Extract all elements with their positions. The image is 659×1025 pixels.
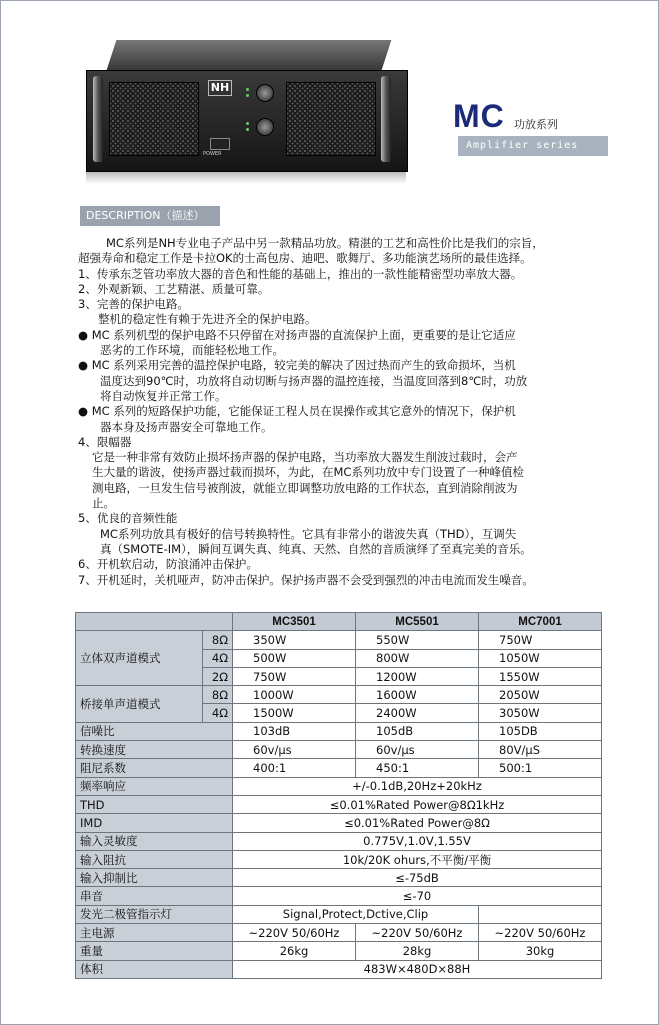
description-line: 6、开机软启动，防浪涌冲击保护。	[78, 557, 258, 572]
model-header: MC7001	[479, 613, 602, 631]
description-line: 器本身及扬声器安全可靠地工作。	[100, 419, 273, 434]
spec-cell: 105DB	[479, 722, 602, 740]
spec-table	[75, 612, 602, 979]
spec-label: 主电源	[76, 924, 233, 942]
description-line: ● MC 系列采用完善的温控保护电路，较完美的解决了因过热而产生的致命损坏，当机	[78, 358, 516, 373]
spec-cell: 350W	[233, 631, 356, 649]
description-line: 生大量的谐波，使扬声器过载而损坏，为此，在MC系列功放中专门设置了一种峰值检	[92, 465, 524, 480]
spec-cell: 550W	[356, 631, 479, 649]
right-vent-grille	[286, 82, 376, 156]
spec-cell: 1600W	[356, 686, 479, 704]
led-indicator	[246, 88, 249, 91]
spec-label: 转换速度	[76, 741, 233, 759]
impedance-label: 4Ω	[203, 649, 233, 667]
description-line: 3、完善的保护电路。	[78, 297, 189, 312]
description-line: ● MC 系列机型的保护电路不只停留在对扬声器的直流保护上面，更重要的是让它适应	[78, 327, 516, 342]
spec-cell: ≤0.01%Rated Power@8Ω	[233, 814, 602, 832]
spec-cell: 103dB	[233, 722, 356, 740]
impedance-label: 8Ω	[203, 631, 233, 649]
spec-cell: 2400W	[356, 704, 479, 722]
spec-label: 体积	[76, 960, 233, 978]
description-body	[78, 236, 618, 588]
spec-row	[76, 741, 602, 759]
spec-cell: 500W	[233, 649, 356, 667]
series-name-en: Amplifier series	[458, 136, 608, 156]
spec-cell: 105dB	[356, 722, 479, 740]
power-label: POWER	[203, 151, 222, 157]
led-indicator	[246, 128, 249, 131]
spec-header-row	[76, 613, 602, 631]
spec-cell: 1200W	[356, 667, 479, 685]
spec-cell: ~220V 50/60Hz	[233, 924, 356, 942]
spec-cell: 1050W	[479, 649, 602, 667]
description-line: 温度达到90℃时，功放将自动切断与扬声器的温控连接，当温度回落到8℃时，功放	[100, 373, 528, 388]
spec-label: 输入抑制比	[76, 869, 233, 887]
spec-cell: ≤-70	[233, 887, 602, 905]
stereo-mode-label: 立体双声道模式	[76, 631, 203, 686]
description-line: 4、限幅器	[78, 434, 132, 449]
spec-row	[76, 814, 602, 832]
spec-cell: 500:1	[479, 759, 602, 777]
spec-cell: 10k/20K ohurs,不平衡/平衡	[233, 850, 602, 868]
spec-cell: +/-0.1dB,20Hz+20kHz	[233, 777, 602, 795]
spec-label: IMD	[76, 814, 233, 832]
spec-row	[76, 631, 602, 649]
description-line: 恶劣的工作环境，而能轻松地工作。	[100, 343, 284, 358]
spec-cell: 60v/μs	[356, 741, 479, 759]
description-line: 测电路，一旦发生信号被削波，就能立即调整功放电路的工作状态，直到消除削波为	[92, 480, 518, 495]
spec-cell: 1550W	[479, 667, 602, 685]
model-header: MC3501	[233, 613, 356, 631]
spec-row	[76, 942, 602, 960]
spec-cell: ≤0.01%Rated Power@8Ω1kHz	[233, 795, 602, 813]
description-line: 1、传承东芝管功率放大器的音色和性能的基础上，推出的一款性能精密型功率放大器。	[78, 266, 523, 281]
spec-cell: 483W×480D×88H	[233, 960, 602, 978]
spec-cell: 2050W	[479, 686, 602, 704]
spec-row	[76, 759, 602, 777]
spec-cell: ~220V 50/60Hz	[356, 924, 479, 942]
spec-label: 输入灵敏度	[76, 832, 233, 850]
spec-cell: ≤-75dB	[233, 869, 602, 887]
description-heading: DESCRIPTION（描述）	[80, 206, 220, 226]
spec-row	[76, 960, 602, 978]
spec-label: 发光二极管指示灯	[76, 905, 233, 923]
led-indicator	[246, 94, 249, 97]
spec-row	[76, 686, 602, 704]
spec-cell: 0.775V,1.0V,1.55V	[233, 832, 602, 850]
spec-cell: 1000W	[233, 686, 356, 704]
description-line: 7、开机延时，关机哑声，防冲击保护。保护扬声器不会受到强烈的冲击电流而发生噪音。	[78, 572, 534, 587]
spec-cell: 400:1	[233, 759, 356, 777]
spec-label: 频率响应	[76, 777, 233, 795]
spec-cell: 1500W	[233, 704, 356, 722]
spec-cell: 30kg	[479, 942, 602, 960]
right-handle	[381, 76, 391, 162]
impedance-label: 8Ω	[203, 686, 233, 704]
series-code: MC	[453, 98, 505, 134]
spec-row	[76, 924, 602, 942]
spec-row	[76, 795, 602, 813]
volume-knob-b	[256, 118, 274, 136]
spec-row	[76, 722, 602, 740]
description-line: 止。	[92, 496, 115, 511]
spec-row	[76, 869, 602, 887]
spec-label: 串音	[76, 887, 233, 905]
description-line: 将自动恢复并正常工作。	[100, 388, 227, 403]
spec-row	[76, 832, 602, 850]
spec-empty-cell	[479, 905, 602, 923]
product-reflection	[86, 172, 406, 184]
left-handle	[93, 76, 103, 162]
spec-label: 信噪比	[76, 722, 233, 740]
spec-row	[76, 850, 602, 868]
spec-cell: 450:1	[356, 759, 479, 777]
spec-cell: 750W	[479, 631, 602, 649]
spec-cell: 26kg	[233, 942, 356, 960]
description-line: 整机的稳定性有赖于先进齐全的保护电路。	[98, 312, 317, 327]
description-line: 超强寿命和稳定工作是卡拉OK的士高包房、迪吧、歌舞厅、多功能演艺场所的最佳选择。	[78, 251, 532, 266]
series-name-cn: 功放系列	[514, 118, 558, 131]
amplifier-top-cover	[106, 40, 391, 72]
description-line: 2、外观新颖、工艺精湛、质量可靠。	[78, 281, 270, 296]
spec-cell: 750W	[233, 667, 356, 685]
spec-cell: 3050W	[479, 704, 602, 722]
description-line: MC系列是NH专业电子产品中另一款精品功放。精湛的工艺和高性价比是我们的宗旨，	[106, 236, 544, 250]
spec-cell: 80V/μS	[479, 741, 602, 759]
description-line: MC系列功放具有极好的信号转换特性。它具有非常小的谐波失真（THD），互调失	[100, 526, 517, 541]
spec-cell: 28kg	[356, 942, 479, 960]
spec-row	[76, 905, 602, 923]
spec-row	[76, 887, 602, 905]
spec-label: 输入阻抗	[76, 850, 233, 868]
description-line: 它是一种非常有效防止损坏扬声器的保护电路，当功率放大器发生削波过载时，会产	[92, 450, 518, 465]
spec-header-blank	[76, 613, 233, 631]
description-line: ● MC 系列的短路保护功能，它能保证工程人员在误操作或其它意外的情况下，保护机	[78, 404, 516, 419]
spec-label: 重量	[76, 942, 233, 960]
led-indicator	[246, 122, 249, 125]
spec-cell: 60v/μs	[233, 741, 356, 759]
spec-label: 阻尼系数	[76, 759, 233, 777]
power-button	[210, 138, 230, 150]
spec-cell: ~220V 50/60Hz	[479, 924, 602, 942]
description-line: 真（SMOTE-IM），瞬间互调失真、纯真、天然、自然的音质演绎了至真完美的音乐。	[100, 541, 532, 556]
impedance-label: 4Ω	[203, 704, 233, 722]
spec-cell: 800W	[356, 649, 479, 667]
volume-knob-a	[256, 84, 274, 102]
spec-label: THD	[76, 795, 233, 813]
control-panel	[200, 74, 282, 168]
nh-logo: NH	[208, 80, 232, 96]
bridge-mode-label: 桥接单声道模式	[76, 686, 203, 723]
spec-row	[76, 777, 602, 795]
model-header: MC5501	[356, 613, 479, 631]
impedance-label: 2Ω	[203, 667, 233, 685]
description-line: 5、优良的音频性能	[78, 511, 178, 526]
left-vent-grille	[109, 82, 199, 156]
amplifier-product-image	[78, 40, 413, 180]
spec-cell: Signal,Protect,Dctive,Clip	[233, 905, 479, 923]
